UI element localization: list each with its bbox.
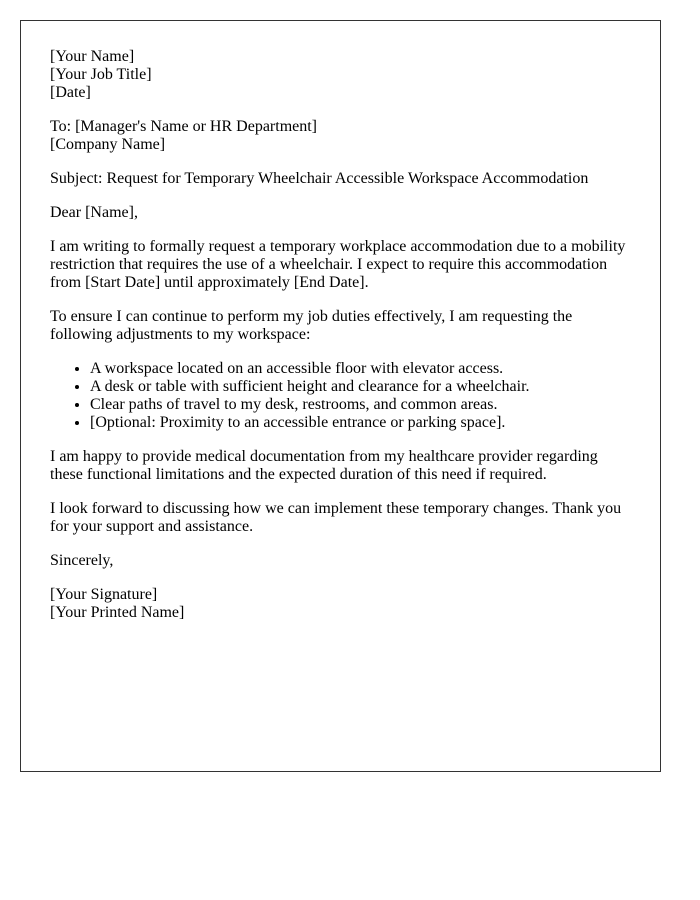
signature-block [50,586,631,622]
sender-block [50,48,631,102]
recipient-company: [Company Name] [50,136,166,153]
letter-date: [Date] [50,84,91,101]
recipient-to-line: To: [Manager's Name or HR Department] [50,118,318,135]
list-item: • [Optional: Proximity to an accessible entrance or parking space]. [90,414,631,432]
salutation: Dear [Name], [50,204,138,221]
sender-job-title: [Your Job Title] [50,66,152,83]
list-item: • Clear paths of travel to my desk, restrooms, and common areas. [90,396,631,414]
intro-paragraph: I am writing to formally request a temporary workplace accommodation due to a mobility restriction that requires the use of a wheelchair. I expect to require this accommodation from [Start Date] until approximately [End Date]. [50,238,626,291]
documentation-paragraph: I am happy to provide medical documentation from my healthcare provider regarding these functional limitations and the expected duration of this need if required. [50,448,598,483]
subject-line: Subject: Request for Temporary Wheelchair Accessible Workspace Accommodation [50,170,589,187]
sender-name: [Your Name] [50,48,135,65]
signature-placeholder: [Your Signature] [50,586,158,603]
list-item: • A workspace located on an accessible floor with elevator access. [90,360,631,378]
adjustments-list [50,360,631,432]
recipient-block [50,118,631,154]
letter-page [20,20,661,772]
adjustments-intro-paragraph: To ensure I can continue to perform my job duties effectively, I am requesting the following adjustments to my workspace: [50,308,573,343]
complimentary-close: Sincerely, [50,552,114,569]
list-item: • A desk or table with sufficient height and clearance for a wheelchair. [90,378,631,396]
closing-paragraph: I look forward to discussing how we can implement these temporary changes. Thank you for your support and assistance. [50,500,622,535]
printed-name: [Your Printed Name] [50,604,185,621]
